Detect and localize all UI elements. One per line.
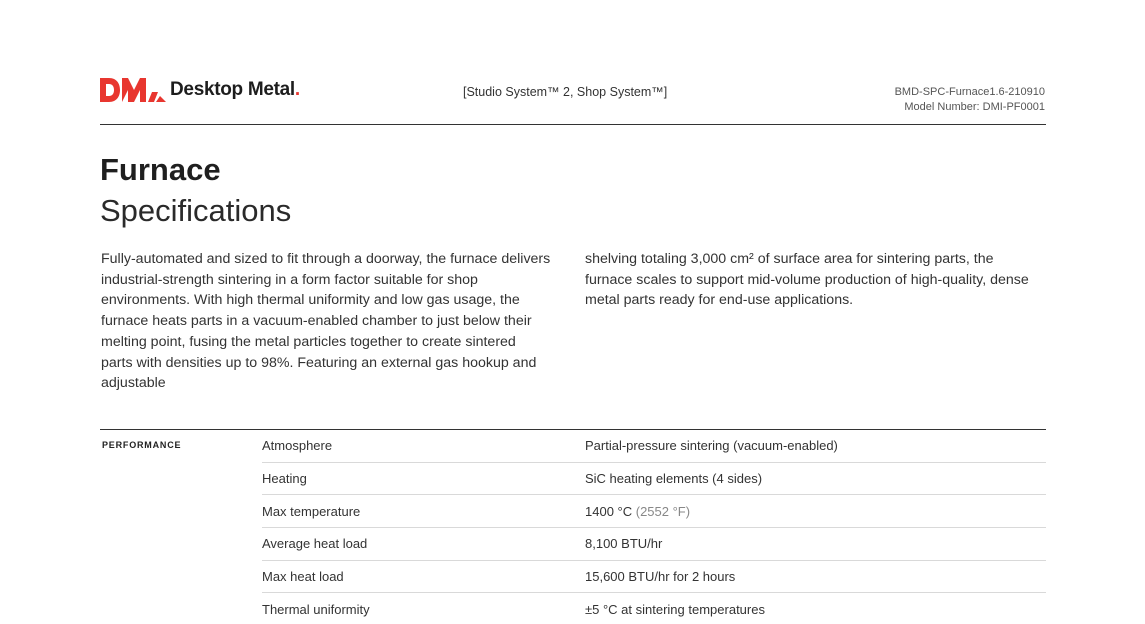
spec-value-note: (2552 °F) — [635, 503, 691, 519]
table-row — [262, 528, 1046, 561]
model-number: Model Number: DMI-PF0001 — [904, 101, 1045, 113]
section-label-performance: PERFORMANCE — [102, 440, 182, 450]
spec-value: SiC heating elements (4 sides) — [585, 471, 763, 487]
spec-label: Thermal uniformity — [262, 602, 370, 618]
systems-label: [Studio System™ 2, Shop System™] — [463, 85, 668, 99]
header-divider — [100, 124, 1046, 125]
table-row — [262, 463, 1046, 496]
brand-name: Desktop Metal. — [170, 79, 300, 100]
spec-value: 8,100 BTU/hr — [585, 536, 663, 552]
intro-paragraph-right: shelving totaling 3,000 cm² of surface area for sintering parts, the furnace scales to support mid-volume production of high-quality, dense metal parts ready for end-use applications. — [585, 251, 1029, 309]
spec-value: Partial-pressure sintering (vacuum-enabled) — [585, 438, 838, 454]
page-title-line2: Specifications — [100, 193, 292, 228]
spec-value: ±5 °C at sintering temperatures — [585, 602, 765, 618]
document-id-block — [895, 85, 1045, 115]
dm-logo-mark — [100, 76, 166, 104]
table-row — [262, 495, 1046, 528]
table-row — [262, 561, 1046, 594]
dm-logo-icon — [100, 76, 166, 104]
spec-value: 1400 °C (2552 °F) — [585, 503, 691, 519]
table-row — [262, 430, 1046, 463]
spec-label: Heating — [262, 471, 307, 487]
spec-label: Average heat load — [262, 536, 368, 552]
spec-label: Max heat load — [262, 569, 344, 585]
intro-paragraph-left: Fully-automated and sized to fit through a doorway, the furnace delivers industrial-strength sintering in a form factor suitable for shop environments. With high thermal uniformity and low gas usage, the furnace heats parts in a vacuum-enabled chamber to just below their melting point, fusing the metal particles together to create sintered parts with densities up to 98%. Featuring an external gas hookup and adjustable — [101, 251, 551, 392]
table-row — [262, 593, 1046, 624]
performance-spec-table — [262, 430, 1046, 624]
doc-code: BMD-SPC-Furnace1.6-210910 — [894, 86, 1045, 98]
page-title-line1: Furnace — [100, 152, 221, 187]
spec-label: Max temperature — [262, 503, 361, 519]
spec-value: 15,600 BTU/hr for 2 hours — [585, 569, 736, 585]
spec-label: Atmosphere — [262, 438, 333, 454]
